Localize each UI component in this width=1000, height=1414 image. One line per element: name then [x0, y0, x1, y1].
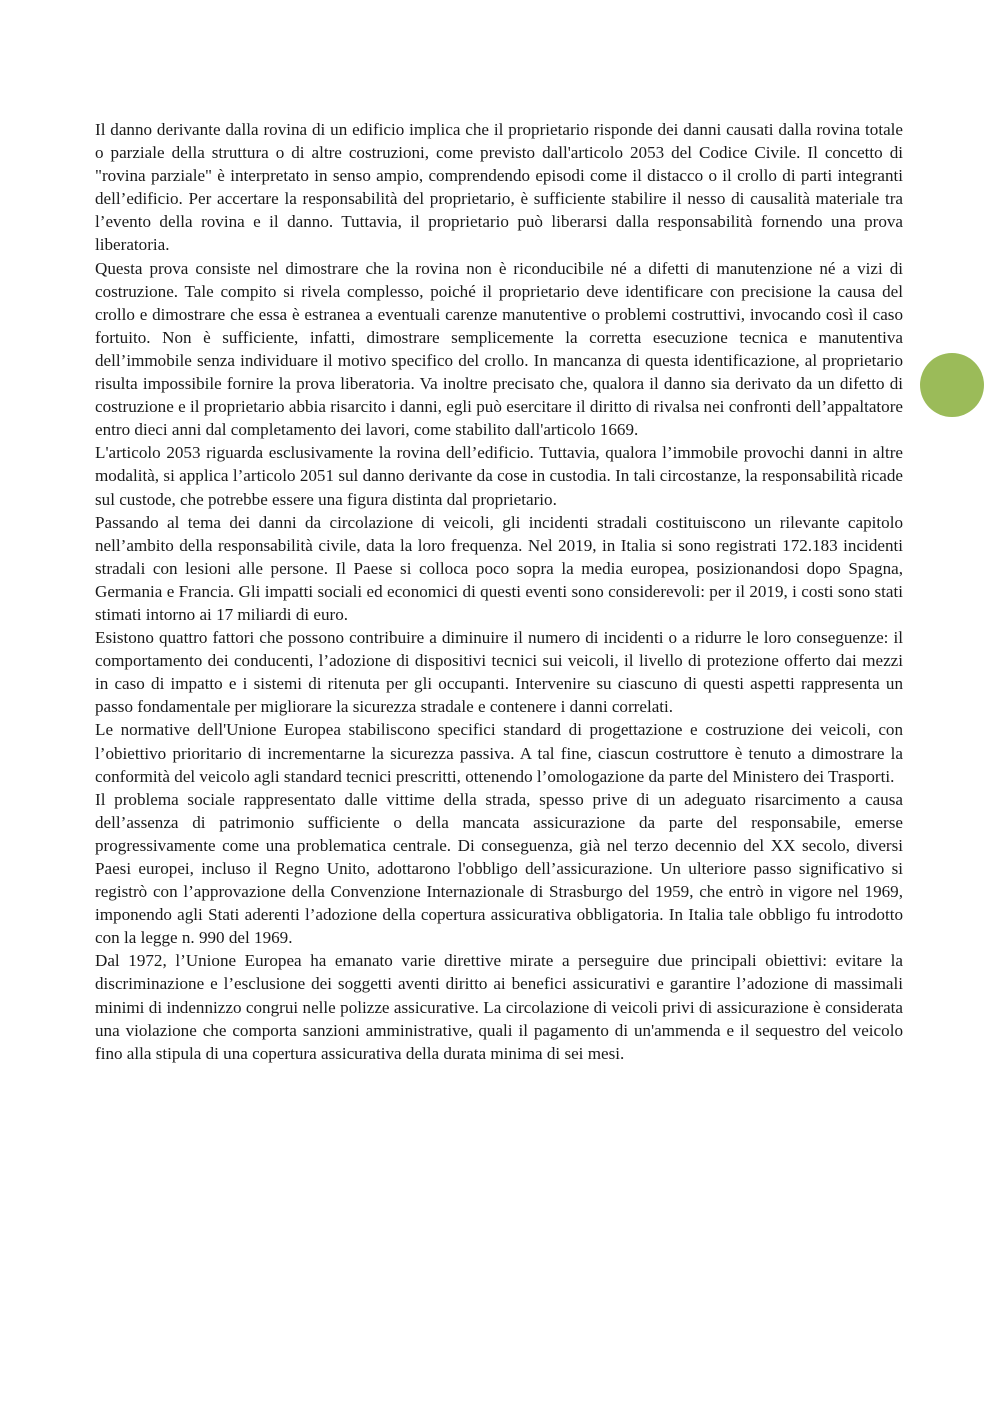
paragraph-rovina-edificio: Il danno derivante dalla rovina di un edificio implica che il proprietario risponde dei danni causati dalla rovina totale o parziale della struttura o di altre costruzioni, come previsto dall'articolo 2053 del Codice Civile. Il concetto di "rovina parziale" è interpretato in senso ampio, comprendendo episodi come il distacco o il crollo di parti integranti dell’edificio. Per accertare la responsabilità del proprietario, è sufficiente stabilire il nesso di causalità materiale tra l’evento della rovina e il danno. Tuttavia, il proprietario può liberarsi dalla responsabilità fornendo una prova liberatoria.	[95, 120, 903, 255]
document-body	[95, 118, 903, 1065]
paragraph-prova-liberatoria: Questa prova consiste nel dimostrare che la rovina non è riconducibile né a difetti di manutenzione né a vizi di costruzione. Tale compito si rivela complesso, poiché il proprietario deve identificare con precisione la causa del crollo e dimostrare che essa è estranea a eventuali carenze manutentive o problemi costruttivi, invocando così il caso fortuito. Non è sufficiente, infatti, dimostrare semplicemente la corretta esecuzione tecnica e manutentiva dell’immobile senza individuare il motivo specifico del crollo. In mancanza di questa identificazione, al proprietario risulta impossibile fornire la prova liberatoria. Va inoltre precisato che, qualora il danno sia derivato da un difetto di costruzione e il proprietario abbia risarcito i danni, egli può esercitare il diritto di rivalsa nei confronti dell’appaltatore entro dieci anni dal completamento dei lavori, come stabilito dall'articolo 1669.	[95, 258, 903, 440]
paragraph-problema-sociale: Il problema sociale rappresentato dalle vittime della strada, spesso prive di un adeguato risarcimento a causa dell’assenza di patrimonio sufficiente o della mancata assicurazione da parte del responsabile, emerse progressivamente come una problematica centrale. Di conseguenza, già nel terzo decennio del XX secolo, diversi Paesi europei, incluso il Regno Unito, adottarono l'obbligo dell’assicurazione. Un ulteriore passo significativo si registrò con l’approvazione della Convenzione Internazionale di Strasburgo del 1959, che entrò in vigore nel 1969, imponendo agli Stati aderenti l’adozione della copertura assicurativa obbligatoria. In Italia tale obbligo fu introdotto con la legge n. 990 del 1969.	[95, 789, 903, 948]
paragraph-direttive-ue: Dal 1972, l’Unione Europea ha emanato varie direttive mirate a perseguire due principali obiettivi: evitare la discriminazione e l’esclusione dei soggetti aventi diritto ai benefici assicurativi e garantire l’adozione di massimali minimi di indennizzo congrui nelle polizze assicurative. La circolazione di veicoli privi di assicurazione è considerata una violazione che comporta sanzioni amministrative, quali il pagamento di un'ammenda e il sequestro del veicolo fino alla stipula di una copertura assicurativa della durata minima di sei mesi.	[95, 951, 903, 1063]
paragraph-normative-ue: Le normative dell'Unione Europea stabiliscono specifici standard di progettazione e costruzione dei veicoli, con l’obiettivo prioritario di incrementarne la sicurezza passiva. A tal fine, ciascun costruttore è tenuto a dimostrare la conformità del veicolo agli standard tecnici prescritti, ottenendo l’omologazione da parte del Ministero dei Trasporti.	[95, 720, 903, 786]
paragraph-fattori-incidenti: Esistono quattro fattori che possono contribuire a diminuire il numero di incidenti o a ridurre le loro conseguenze: il comportamento dei conducenti, l’adozione di dispositivi tecnici sui veicoli, il livello di protezione offerto dai mezzi in caso di impatto e i sistemi di ritenuta per gli occupanti. Intervenire su ciascuno di questi aspetti rappresenta un passo fondamentale per migliorare la sicurezza stradale e contenere i danni correlati.	[95, 628, 903, 717]
paragraph-circolazione-veicoli: Passando al tema dei danni da circolazione di veicoli, gli incidenti stradali costituiscono un rilevante capitolo nell’ambito della responsabilità civile, data la loro frequenza. Nel 2019, in Italia si sono registrati 172.183 incidenti stradali con lesioni alle persone. Il Paese si colloca poco sopra la media europea, posizionandosi dopo Spagna, Germania e Francia. Gli impatti sociali ed economici di questi eventi sono considerevoli: per il 2019, i costi sono stati stimati intorno ai 17 miliardi di euro.	[95, 512, 903, 624]
green-circle-marker	[920, 353, 984, 417]
paragraph-articolo-2053: L'articolo 2053 riguarda esclusivamente la rovina dell’edificio. Tuttavia, qualora l’immobile provochi danni in altre modalità, si applica l’articolo 2051 sul danno derivante da cose in custodia. In tali circostanze, la responsabilità ricade sul custode, che potrebbe essere una figura distinta dal proprietario.	[95, 443, 903, 509]
